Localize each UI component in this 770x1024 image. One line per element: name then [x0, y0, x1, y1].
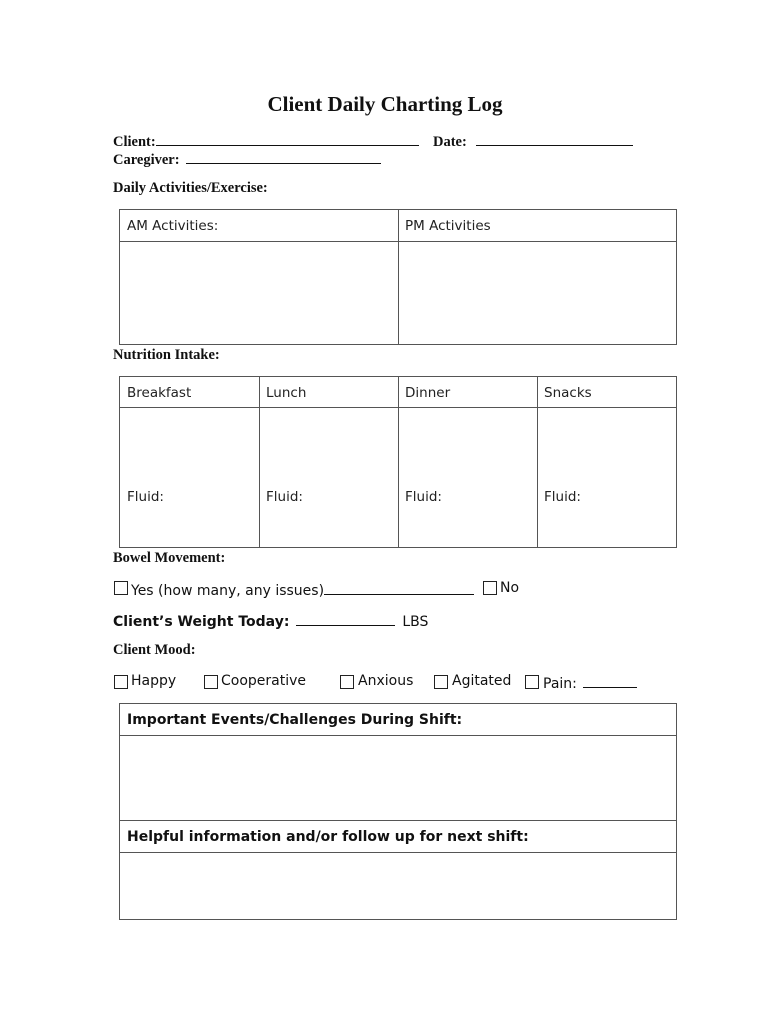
lunch-cell[interactable]	[260, 408, 397, 547]
pm-activities-label: PM Activities	[405, 218, 491, 234]
pm-activities-cell[interactable]	[399, 242, 676, 344]
dinner-cell[interactable]	[399, 408, 536, 547]
important-events-cell[interactable]	[120, 736, 676, 819]
checkbox-icon[interactable]	[204, 675, 218, 689]
caregiver-label: Caregiver:	[113, 152, 180, 168]
mood-cooperative-label: Cooperative	[221, 673, 307, 689]
helpful-info-cell[interactable]	[120, 853, 676, 919]
weight-unit: LBS	[402, 614, 429, 630]
events-section-divider	[119, 820, 677, 821]
meal-dinner-label: Dinner	[405, 385, 451, 401]
lunch-fluid-label: Fluid:	[266, 489, 303, 505]
weight-row	[113, 611, 428, 630]
date-label: Date:	[433, 134, 467, 150]
meal-breakfast-label: Breakfast	[127, 385, 192, 401]
checkbox-icon[interactable]	[114, 675, 128, 689]
client-row	[113, 131, 419, 151]
mood-pain-label: Pain:	[543, 676, 577, 692]
client-label: Client:	[113, 134, 156, 150]
nutrition-heading: Nutrition Intake:	[113, 347, 220, 363]
mood-pain-option	[543, 673, 637, 692]
caregiver-row	[113, 149, 381, 169]
date-row	[433, 131, 633, 151]
breakfast-cell[interactable]	[120, 408, 258, 547]
weight-label: Client’s Weight Today:	[113, 614, 290, 630]
bowel-yes-label: Yes (how many, any issues)	[131, 583, 325, 599]
caregiver-field[interactable]	[186, 149, 381, 164]
date-field[interactable]	[476, 131, 633, 146]
checkbox-icon[interactable]	[483, 581, 497, 595]
pain-field[interactable]	[583, 673, 637, 688]
meal-snacks-label: Snacks	[544, 385, 592, 401]
bowel-heading: Bowel Movement:	[113, 550, 226, 566]
checkbox-icon[interactable]	[434, 675, 448, 689]
am-activities-label: AM Activities:	[127, 218, 219, 234]
mood-heading: Client Mood:	[113, 642, 196, 658]
dinner-fluid-label: Fluid:	[405, 489, 442, 505]
mood-happy-label: Happy	[131, 673, 177, 689]
checkbox-icon[interactable]	[340, 675, 354, 689]
am-activities-cell[interactable]	[120, 242, 397, 344]
checkbox-icon[interactable]	[114, 581, 128, 595]
mood-agitated-label: Agitated	[452, 673, 512, 689]
activities-heading: Daily Activities/Exercise:	[113, 180, 268, 196]
breakfast-fluid-label: Fluid:	[127, 489, 164, 505]
weight-field[interactable]	[296, 611, 395, 626]
helpful-info-heading: Helpful information and/or follow up for next shift:	[127, 829, 529, 845]
bowel-yes-option	[131, 580, 474, 599]
client-field[interactable]	[156, 131, 419, 146]
snacks-cell[interactable]	[538, 408, 676, 547]
bowel-yes-field[interactable]	[324, 580, 474, 595]
meal-lunch-label: Lunch	[266, 385, 307, 401]
snacks-fluid-label: Fluid:	[544, 489, 581, 505]
checkbox-icon[interactable]	[525, 675, 539, 689]
bowel-no-label: No	[500, 580, 520, 596]
mood-anxious-label: Anxious	[358, 673, 414, 689]
important-events-heading: Important Events/Challenges During Shift:	[127, 712, 463, 728]
page-title: Client Daily Charting Log	[267, 92, 503, 116]
